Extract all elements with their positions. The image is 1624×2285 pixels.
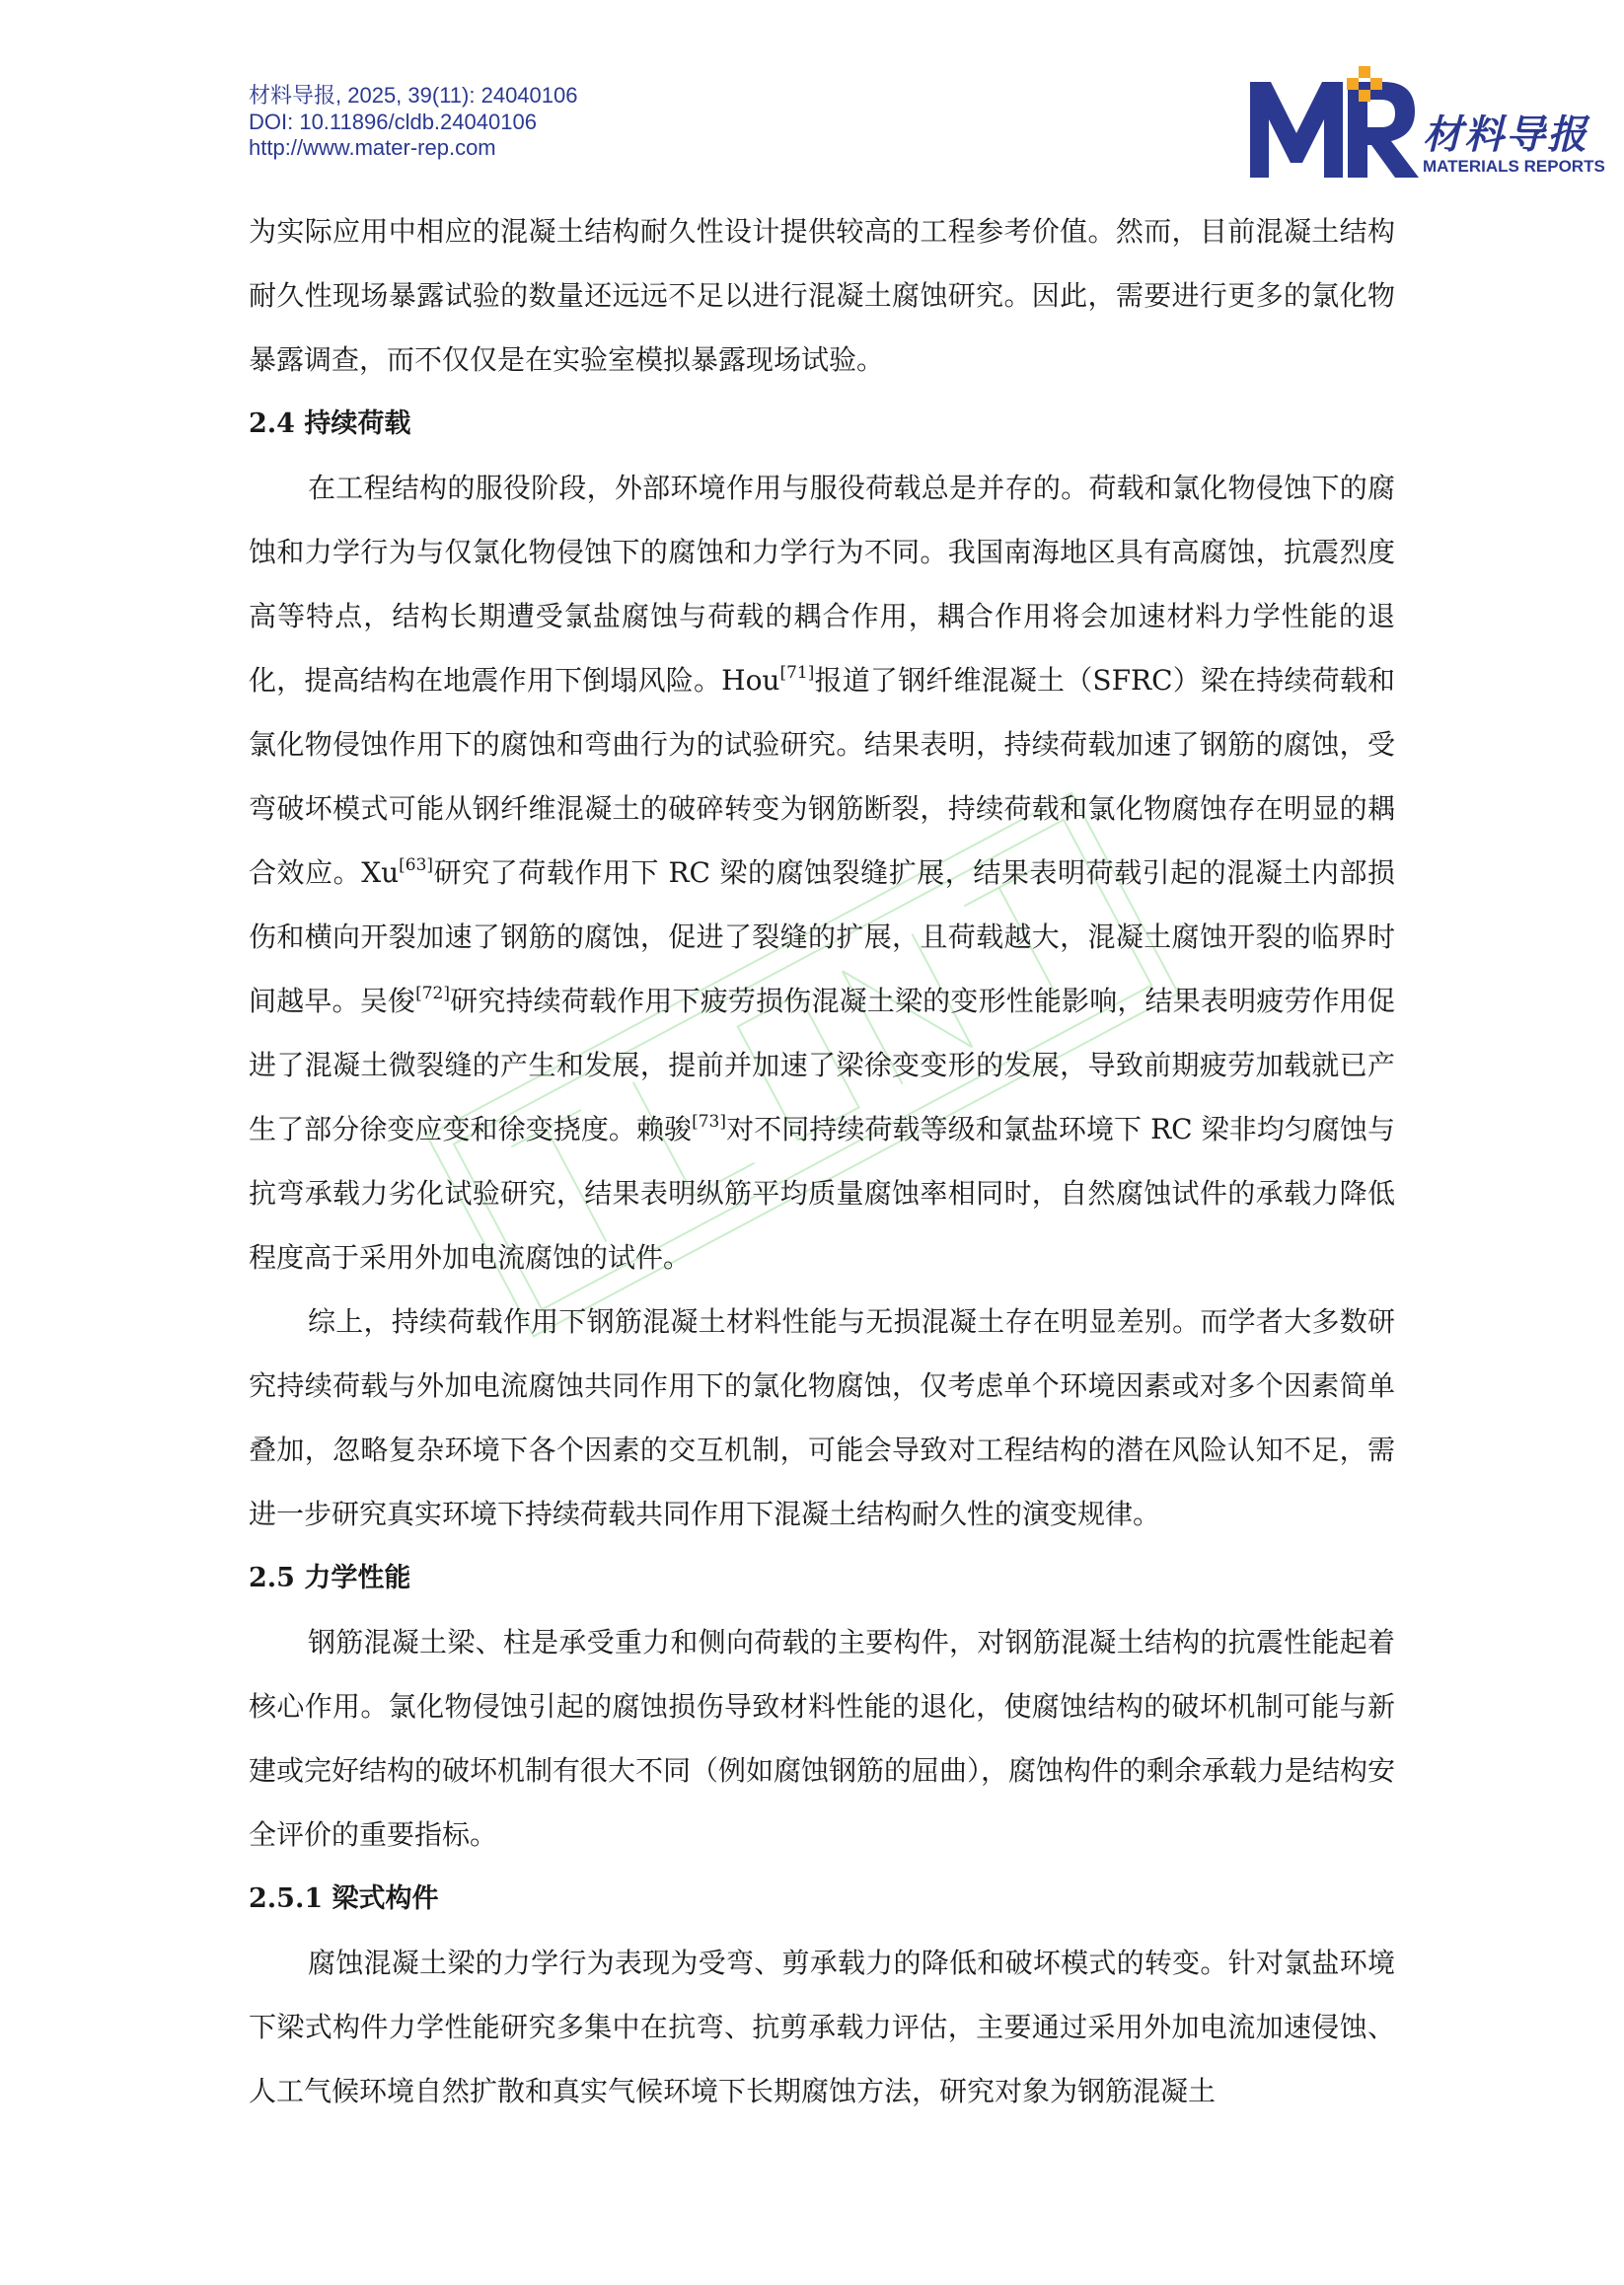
- paragraph-beam-members: 腐蚀混凝土梁的力学行为表现为受弯、剪承载力的降低和破坏模式的转变。针对氯盐环境下梁式构件力学性能研究多集中在抗弯、抗剪承载力评估，主要通过采用外加电流加速侵蚀、人工气候环境自然扩散和真实气候环境下长期腐蚀方法，研究对象为钢筋混凝土: [249, 1947, 1395, 2107]
- journal-url[interactable]: http://www.mater-rep.com: [249, 135, 496, 160]
- article-body: [249, 199, 1395, 2123]
- journal-logo: [1245, 54, 1605, 183]
- journal-name: 材料导报: [249, 84, 336, 109]
- mr-logo-mark: [1245, 54, 1423, 183]
- paragraph-summary: 综上，持续荷载作用下钢筋混凝土材料性能与无损混凝土存在明显差别。而学者大多数研究持续荷载与外加电流腐蚀共同作用下的氯化物腐蚀，仅考虑单个环境因素或对多个因素简单叠加，忽略复杂环境下各个因素的交互机制，可能会导致对工程结构的潜在风险认知不足，需进一步研究真实环境下持续荷载共同作用下混凝土结构耐久性的演变规律。: [249, 1305, 1395, 1530]
- text-segment: 研究持续荷载作用下疲劳损伤混凝土梁的变形性能影响，结果表明疲劳作用促进了混凝土微裂缝的产生和发展，提前并加速了梁徐变变形的发展，导致前期疲劳加载就已产生了部分徐变应变和徐变挠度。赖骏: [249, 985, 1395, 1145]
- paragraph-intro: 为实际应用中相应的混凝土结构耐久性设计提供较高的工程参考价值。然而，目前混凝土结构耐久性现场暴露试验的数量还远远不足以进行混凝土腐蚀研究。因此，需要进行更多的氯化物暴露调查，而不仅仅是在实验室模拟暴露现场试验。: [249, 215, 1395, 376]
- section-heading-2-5-1: 2.5.1 梁式构件: [249, 1883, 439, 1914]
- citation-ref[interactable]: [63]: [399, 855, 434, 876]
- text-segment: 对不同持续荷载等级和氯盐环境下 RC 梁非均匀腐蚀与抗弯承载力劣化试验研究，结果表明纵筋平均质量腐蚀率相同时，自然腐蚀试件的承载力降低程度高于采用外加电流腐蚀的试件。: [249, 1113, 1395, 1274]
- section-heading-2-5: 2.5 力学性能: [249, 1563, 411, 1593]
- citation-ref[interactable]: [71]: [779, 663, 815, 684]
- citation-ref[interactable]: [73]: [692, 1112, 727, 1133]
- text-segment: 研究了荷载作用下 RC 梁的腐蚀裂缝扩展，结果表明荷载引起的混凝土内部损伤和横向开裂加速了钢筋的腐蚀，促进了裂缝的扩展，且荷载越大，混凝土腐蚀开裂的临界时间越早。吴俊: [249, 856, 1396, 1017]
- logo-english-name: MATERIALS REPORTS: [1423, 157, 1605, 176]
- logo-chinese-name: 材料导报: [1423, 111, 1588, 158]
- citation-ref[interactable]: [72]: [415, 984, 450, 1004]
- journal-header: [249, 83, 577, 161]
- text-segment: 在工程结构的服役阶段，外部环境作用与服役荷载总是并存的。荷载和氯化物侵蚀下的腐蚀和力学行为与仅氯化物侵蚀下的腐蚀和力学行为不同。我国南海地区具有高腐蚀，抗震烈度高等特点，结构长期遭受氯盐腐蚀与荷载的耦合作用，耦合作用将会加速材料力学性能的退化，提高结构在地震作用下倒塌风险。Hou: [249, 472, 1395, 697]
- paragraph-sustained-load: [249, 456, 1395, 1290]
- citation-line: [249, 83, 577, 110]
- section-heading-2-4: 2.4 持续荷载: [249, 408, 411, 439]
- paragraph-mechanical: 钢筋混凝土梁、柱是承受重力和侧向荷载的主要构件，对钢筋混凝土结构的抗震性能起着核心作用。氯化物侵蚀引起的腐蚀损伤导致材料性能的退化，使腐蚀结构的破坏机制可能与新建或完好结构的破坏机制有很大不同（例如腐蚀钢筋的屈曲），腐蚀构件的剩余承载力是结构安全评价的重要指标。: [249, 1626, 1396, 1851]
- doi-line: DOI: 10.11896/cldb.24040106: [249, 110, 537, 134]
- citation-details: , 2025, 39(11): 24040106: [335, 83, 578, 108]
- text-segment: 报道了钢纤维混凝土（SFRC）梁在持续荷载和氯化物侵蚀作用下的腐蚀和弯曲行为的试验研究。结果表明，持续荷载加速了钢筋的腐蚀，受弯破坏模式可能从钢纤维混凝土的破碎转变为钢筋断裂，持续荷载和氯化物腐蚀存在明显的耦合效应。Xu: [249, 664, 1396, 889]
